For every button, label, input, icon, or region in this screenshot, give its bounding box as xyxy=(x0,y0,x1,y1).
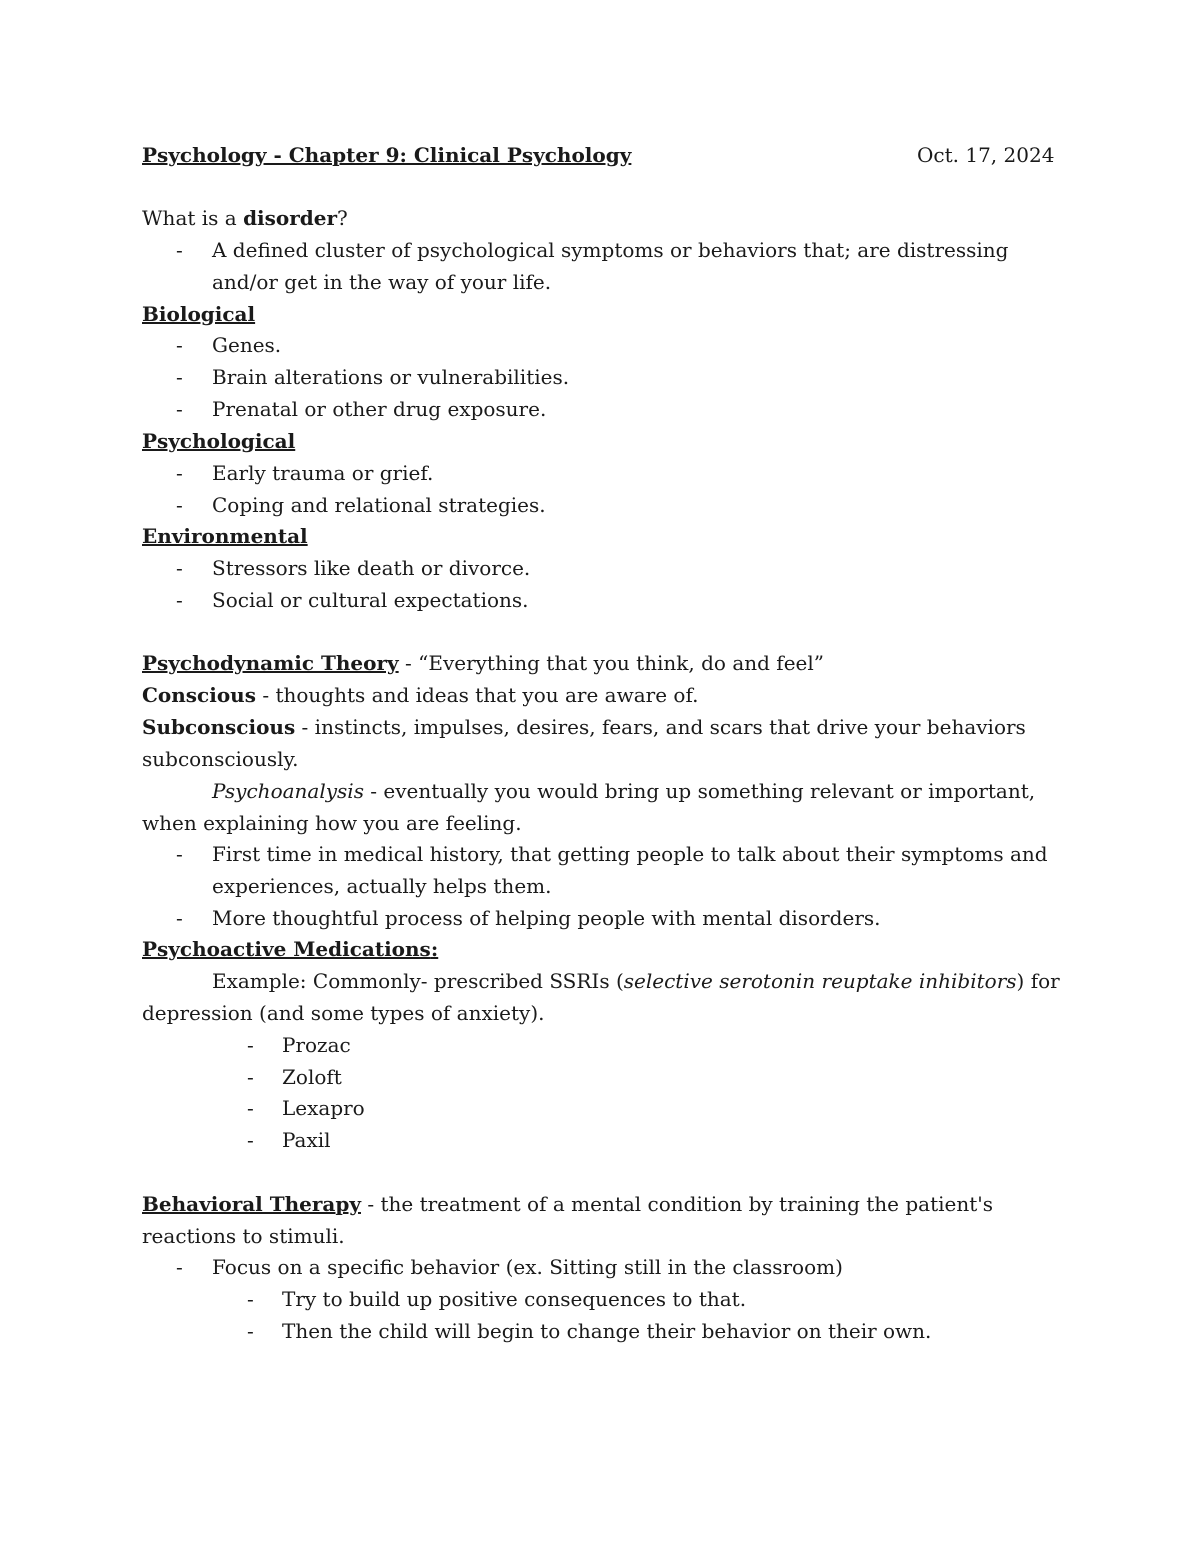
drug-item: Zoloft xyxy=(282,1065,342,1089)
psychoanalysis-term: Psychoanalysis xyxy=(212,779,364,803)
psychological-heading: Psychological xyxy=(142,429,296,453)
bullet-dash: - xyxy=(176,842,183,866)
disorder-question-prefix: What is a xyxy=(142,206,244,230)
subconscious-definition: - instincts, impulses, desires, fears, and scars that drive your behaviors xyxy=(295,715,1026,739)
conscious-line xyxy=(142,680,698,710)
list-item: Genes. xyxy=(212,333,282,357)
bullet-dash: - xyxy=(247,1096,254,1120)
behavioral-definition: - the treatment of a mental condition by training the patient's xyxy=(361,1192,994,1216)
disorder-term: disorder xyxy=(243,206,338,230)
medications-heading: Psychoactive Medications xyxy=(142,937,431,961)
list-item: Brain alterations or vulnerabilities. xyxy=(212,365,570,389)
drug-item: Prozac xyxy=(282,1033,351,1057)
biological-heading: Biological xyxy=(142,302,256,326)
bullet-dash: - xyxy=(176,493,183,517)
drug-item: Paxil xyxy=(282,1128,331,1152)
conscious-term: Conscious xyxy=(142,683,256,707)
bullet-dash: - xyxy=(176,461,183,485)
psychoanalysis-line2: when explaining how you are feeling. xyxy=(142,811,522,835)
bullet-dash: - xyxy=(176,588,183,612)
list-item: Social or cultural expectations. xyxy=(212,588,529,612)
bullet-dash: - xyxy=(247,1319,254,1343)
bullet-dash: - xyxy=(247,1128,254,1152)
sub-list-item: Then the child will begin to change their behavior on their own. xyxy=(282,1319,932,1343)
list-item: First time in medical history, that getting people to talk about their symptoms and xyxy=(212,842,1048,866)
bullet-dash: - xyxy=(176,1255,183,1279)
list-item-continuation: experiences, actually helps them. xyxy=(212,874,552,898)
behavioral-definition-line2: reactions to stimuli. xyxy=(142,1224,345,1248)
bullet-dash: - xyxy=(247,1065,254,1089)
psychoanalysis-definition: - eventually you would bring up something relevant or important, xyxy=(363,779,1036,803)
list-item: Early trauma or grief. xyxy=(212,461,434,485)
behavioral-line xyxy=(142,1189,993,1219)
bullet-dash: - xyxy=(247,1287,254,1311)
subconscious-term: Subconscious xyxy=(142,715,296,739)
medications-example-line2: depression (and some types of anxiety). xyxy=(142,1001,545,1025)
medications-example xyxy=(212,966,1060,996)
conscious-definition: - thoughts and ideas that you are aware of. xyxy=(255,683,699,707)
behavioral-heading: Behavioral Therapy xyxy=(142,1192,361,1216)
psychodynamic-heading: Psychodynamic Theory xyxy=(142,651,399,675)
list-item: Stressors like death or divorce. xyxy=(212,556,531,580)
psychoanalysis-line xyxy=(212,776,1035,806)
bullet-dash: - xyxy=(176,333,183,357)
disorder-question-suffix: ? xyxy=(337,206,348,230)
disorder-question xyxy=(142,203,348,233)
bullet-dash: - xyxy=(247,1033,254,1057)
list-item: Coping and relational strategies. xyxy=(212,493,546,517)
environmental-heading: Environmental xyxy=(142,524,308,548)
bullet-dash: - xyxy=(176,238,183,262)
sub-list-item: Try to build up positive consequences to that. xyxy=(282,1287,747,1311)
psychodynamic-quote: - “Everything that you think, do and feel” xyxy=(398,651,824,675)
ssri-full-name: selective serotonin reuptake inhibitors xyxy=(623,969,1017,993)
drug-item: Lexapro xyxy=(282,1096,365,1120)
list-item: Focus on a specific behavior (ex. Sitting still in the classroom) xyxy=(212,1255,843,1279)
bullet-dash: - xyxy=(176,556,183,580)
subconscious-line2: subconsciously. xyxy=(142,747,299,771)
medications-heading-line xyxy=(142,934,438,964)
list-item: More thoughtful process of helping people with mental disorders. xyxy=(212,906,881,930)
document-title: Psychology - Chapter 9: Clinical Psychology xyxy=(142,143,632,167)
subconscious-line xyxy=(142,712,1026,742)
example-suffix: ) for xyxy=(1016,969,1060,993)
disorder-definition-line1: A defined cluster of psychological symptoms or behaviors that; are distressing xyxy=(212,238,1009,262)
bullet-dash: - xyxy=(176,397,183,421)
list-item: Prenatal or other drug exposure. xyxy=(212,397,547,421)
psychodynamic-line xyxy=(142,648,824,678)
disorder-definition-line2: and/or get in the way of your life. xyxy=(212,270,552,294)
bullet-dash: - xyxy=(176,906,183,930)
medications-heading-colon: : xyxy=(430,937,439,961)
example-prefix: Example: Commonly- prescribed SSRIs ( xyxy=(212,969,624,993)
bullet-dash: - xyxy=(176,365,183,389)
document-date: Oct. 17, 2024 xyxy=(917,143,1055,167)
